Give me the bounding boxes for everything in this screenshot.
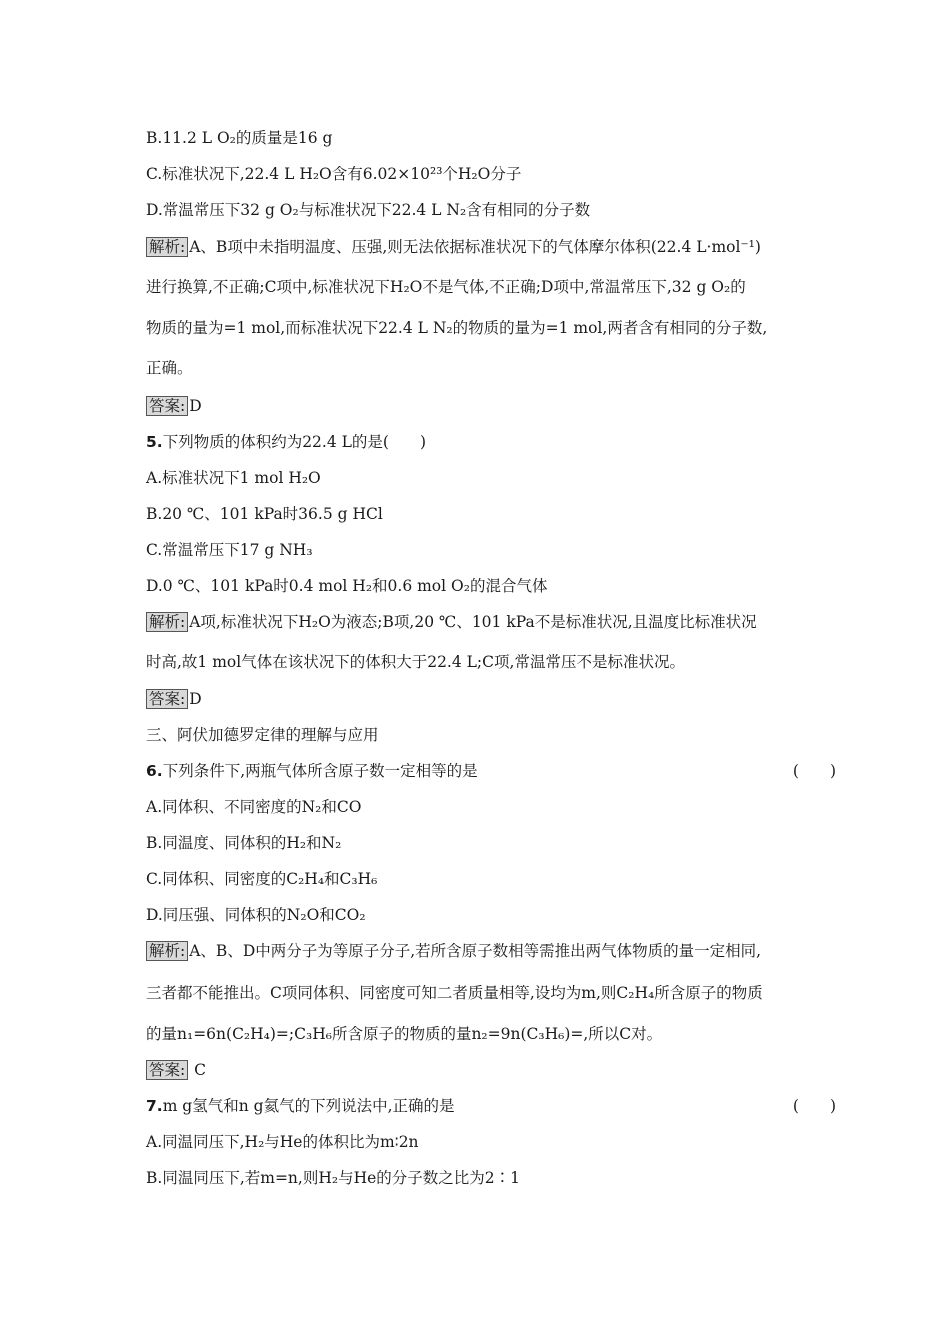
analysis-tag: 解析: (146, 612, 188, 632)
line-text: A、B项中未指明温度、压强,则无法依据标准状况下的气体摩尔体积(22.4 L·mol⁻¹) (189, 238, 761, 256)
line-text: C.标准状况下,22.4 L H₂O含有6.02×10²³个H₂O分子 (146, 165, 522, 183)
option-a-line (146, 796, 836, 818)
option-c-line (146, 163, 836, 185)
option-b-line (146, 127, 836, 149)
option-b-line (146, 1167, 836, 1189)
question-text: m g氢气和n g氦气的下列说法中,正确的是 (162, 1097, 455, 1115)
option-d-line (146, 904, 836, 926)
line-text: 三者都不能推出。C项同体积、同密度可知二者质量相等,设均为m,则C₂H₄所含原子的物质 (146, 984, 763, 1002)
line-text: D.常温常压下32 g O₂与标准状况下22.4 L N₂含有相同的分子数 (146, 201, 591, 219)
line-text: A、B、D中两分子为等原子分子,若所含原子数相等需推出两气体物质的量一定相同, (189, 942, 762, 960)
line-text: C.常温常压下17 g NH₃ (146, 541, 313, 559)
section-title: 三、阿伏加德罗定律的理解与应用 (146, 726, 379, 744)
answer-tag: 答案: (146, 689, 188, 709)
analysis-tag: 解析: (146, 237, 188, 257)
question-text: 下列条件下,两瓶气体所含原子数一定相等的是 (162, 762, 478, 780)
line-text: B.同温同压下,若m=n,则H₂与He的分子数之比为2∶1 (146, 1169, 520, 1187)
analysis-continuation (146, 651, 836, 673)
answer-blank: ( ) (792, 762, 836, 780)
line-text: B.11.2 L O₂的质量是16 g (146, 129, 333, 147)
line-text: A.标准状况下1 mol H₂O (146, 469, 321, 487)
analysis-line (146, 940, 836, 962)
answer-line (146, 1059, 836, 1081)
question-6 (146, 760, 836, 782)
line-text: 物质的量为=1 mol,而标准状况下22.4 L N₂的物质的量为=1 mol,两者含有相同的分子数, (146, 319, 768, 337)
analysis-continuation (146, 276, 836, 298)
line-text: 的量n₁=6n(C₂H₄)=;C₃H₆所含原子的物质的量n₂=9n(C₃H₆)=,所以C对。 (146, 1025, 663, 1043)
analysis-tag: 解析: (146, 941, 188, 961)
analysis-continuation (146, 982, 836, 1004)
line-text: B.20 ℃、101 kPa时36.5 g HCl (146, 505, 383, 523)
answer-line (146, 688, 836, 710)
question-7 (146, 1095, 836, 1117)
question-number: 5. (146, 433, 163, 451)
line-text: D.同压强、同体积的N₂O和CO₂ (146, 906, 366, 924)
answer-tag: 答案: (146, 396, 188, 416)
question-number: 7. (146, 1097, 163, 1115)
answer-value: D (189, 690, 202, 708)
question-5 (146, 431, 836, 453)
line-text: B.同温度、同体积的H₂和N₂ (146, 834, 342, 852)
answer-value: C (189, 1061, 207, 1079)
answer-line (146, 395, 836, 417)
question-text: 下列物质的体积约为22.4 L的是( ) (162, 433, 427, 451)
analysis-continuation (146, 317, 836, 339)
answer-blank: ( ) (792, 1097, 836, 1115)
option-d-line (146, 575, 836, 597)
section-heading (146, 724, 836, 746)
line-text: A.同体积、不同密度的N₂和CO (146, 798, 362, 816)
line-text: C.同体积、同密度的C₂H₄和C₃H₆ (146, 870, 378, 888)
analysis-continuation (146, 1023, 836, 1045)
line-text: A.同温同压下,H₂与He的体积比为m∶2n (146, 1133, 419, 1151)
answer-value: D (189, 397, 202, 415)
line-text: 正确。 (146, 359, 193, 377)
line-text: A项,标准状况下H₂O为液态;B项,20 ℃、101 kPa不是标准状况,且温度比标准状况 (189, 613, 757, 631)
line-text: D.0 ℃、101 kPa时0.4 mol H₂和0.6 mol O₂的混合气体 (146, 577, 548, 595)
question-number: 6. (146, 762, 163, 780)
analysis-line (146, 611, 836, 633)
line-text: 时高,故1 mol气体在该状况下的体积大于22.4 L;C项,常温常压不是标准状况。 (146, 653, 685, 671)
answer-tag: 答案: (146, 1060, 188, 1080)
option-c-line (146, 539, 836, 561)
option-b-line (146, 832, 836, 854)
option-a-line (146, 467, 836, 489)
analysis-continuation (146, 357, 836, 379)
option-c-line (146, 868, 836, 890)
option-a-line (146, 1131, 836, 1153)
analysis-line (146, 236, 836, 258)
option-d-line (146, 199, 836, 221)
option-b-line (146, 503, 836, 525)
line-text: 进行换算,不正确;C项中,标准状况下H₂O不是气体,不正确;D项中,常温常压下,32 g O₂的 (146, 278, 746, 296)
